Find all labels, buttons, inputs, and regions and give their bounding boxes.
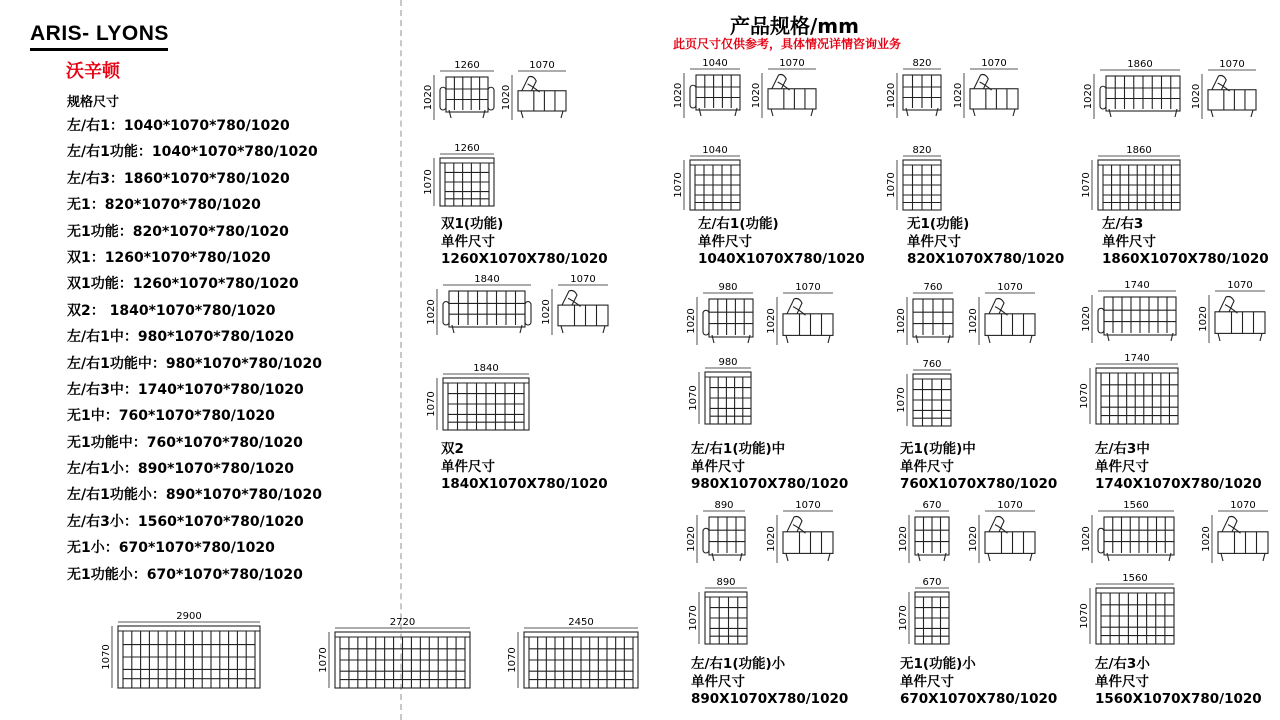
leg [603, 326, 605, 333]
leg [786, 335, 788, 343]
caption-zuoyou3-small [1095, 656, 1262, 709]
caption-label: 单件尺寸 [900, 458, 954, 475]
armrest [488, 87, 494, 110]
leg [735, 108, 737, 116]
width-dimension-label: 1560 [1122, 573, 1148, 584]
height-dimension-label: 1020 [501, 84, 512, 111]
caption-shuang1 [441, 216, 608, 269]
height-dimension-label: 1020 [751, 82, 762, 109]
spec-item: 无1功能：820*1070*780/1020 [67, 223, 289, 240]
spec-title: 规格尺寸 [67, 95, 120, 110]
caption-wu1-mid [900, 441, 1057, 494]
sofa-back-profile [522, 77, 536, 91]
leg [1107, 553, 1109, 561]
caption-name: 左/右3中 [1095, 441, 1150, 457]
height-dimension-label: 1070 [426, 391, 437, 417]
leg [906, 108, 908, 116]
brand-underline [30, 48, 168, 51]
width-dimension-label: 980 [718, 357, 738, 368]
height-dimension-label: 1020 [766, 308, 777, 334]
spec-item: 无1小：670*1070*780/1020 [67, 540, 275, 557]
height-dimension-label: 1020 [1081, 306, 1092, 332]
leg [452, 325, 454, 333]
width-dimension-label: 1070 [1219, 59, 1245, 70]
spec-item: 双2： 1840*1070*780/1020 [67, 302, 276, 319]
page-title: 产品规格/mm [730, 14, 859, 38]
leg [1169, 553, 1171, 561]
height-dimension-label: 1020 [898, 526, 909, 552]
sofa-side-view-drawing [746, 57, 824, 126]
height-dimension-label: 1020 [673, 82, 684, 109]
spec-item: 双1：1260*1070*780/1020 [67, 249, 271, 266]
caption-name: 双1(功能) [441, 216, 504, 232]
leg [1171, 333, 1173, 341]
armrest [1100, 86, 1106, 109]
caption-size: 1040X1070X780/1020 [698, 251, 865, 267]
leg [521, 111, 523, 118]
width-dimension-label: 1860 [1126, 145, 1152, 156]
sofa-side-body [985, 532, 1035, 554]
leg [1030, 335, 1032, 343]
sofa-top-view-drawing [418, 142, 502, 214]
height-dimension-label: 1020 [1083, 83, 1094, 110]
height-dimension-label: 1020 [1201, 526, 1212, 552]
height-dimension-label: 1020 [1191, 83, 1202, 110]
height-dimension-label: 1020 [968, 526, 979, 552]
width-dimension-label: 2900 [176, 611, 202, 622]
width-dimension-label: 820 [912, 145, 932, 156]
caption-zuoyou1 [698, 216, 865, 269]
sofa-back-profile [772, 75, 786, 89]
width-dimension-label: 1070 [795, 282, 821, 293]
caption-name: 左/右1(功能) [698, 216, 779, 232]
caption-name: 无1(功能)中 [900, 441, 976, 457]
caption-size: 980X1070X780/1020 [691, 476, 849, 492]
height-dimension-label: 1070 [898, 605, 909, 631]
spec-item: 无1功能小：670*1070*780/1020 [67, 566, 303, 583]
height-dimension-label: 1070 [688, 385, 699, 411]
caption-size: 1560X1070X780/1020 [1095, 691, 1262, 707]
sofa-front-view-drawing [668, 57, 748, 126]
spec-item: 无1中：760*1070*780/1020 [67, 408, 275, 425]
sofa-side-view-drawing [761, 499, 841, 571]
caption-size: 820X1070X780/1020 [907, 251, 1065, 267]
sofa-body [446, 77, 488, 112]
width-dimension-label: 760 [922, 359, 942, 370]
armrest [690, 85, 696, 108]
width-dimension-label: 760 [923, 282, 943, 293]
width-dimension-label: 1070 [529, 60, 555, 71]
height-dimension-label: 1020 [896, 308, 907, 334]
width-dimension-label: 1070 [795, 500, 821, 511]
width-dimension-label: 2450 [568, 617, 594, 628]
armrest [440, 87, 446, 110]
sofa-side-body [783, 532, 833, 554]
caption-label: 单件尺寸 [1102, 233, 1156, 250]
spec-item: 左/右3：1860*1070*780/1020 [67, 170, 290, 187]
sofa-top-view-drawing [1074, 352, 1186, 432]
caption-zuoyou1-mid [691, 441, 848, 494]
sofa-front-view-drawing [1076, 279, 1184, 351]
caption-label: 单件尺寸 [900, 673, 954, 690]
width-dimension-label: 1070 [981, 58, 1007, 69]
height-dimension-label: 1070 [1079, 603, 1090, 629]
spec-item: 左/右3小：1560*1070*780/1020 [67, 513, 304, 530]
width-dimension-label: 890 [716, 577, 736, 588]
caption-name: 左/右3 [1102, 216, 1144, 232]
leg [771, 109, 773, 116]
sofa-back-profile [989, 299, 1004, 314]
height-dimension-label: 1020 [686, 526, 697, 552]
height-dimension-label: 1070 [673, 172, 684, 198]
caption-size: 1860X1070X780/1020 [1102, 251, 1269, 267]
leg [936, 108, 938, 116]
sofa-side-view-drawing [496, 59, 574, 128]
leg [449, 110, 451, 118]
sofa-front-view-drawing [891, 281, 961, 353]
sofa-side-view-drawing [948, 57, 1026, 126]
leg [712, 553, 714, 561]
spec-item: 左/右3中：1740*1070*780/1020 [67, 381, 304, 398]
leg [1263, 553, 1265, 561]
height-dimension-label: 1070 [688, 605, 699, 631]
sofa-back-profile [1212, 76, 1226, 90]
height-dimension-label: 1020 [426, 299, 437, 325]
sofa-side-body [768, 89, 816, 109]
caption-zuoyou1-small [691, 656, 848, 709]
caption-size: 1840X1070X780/1020 [441, 476, 608, 492]
leg [1218, 333, 1220, 341]
spec-item: 左/右1小：890*1070*780/1020 [67, 461, 294, 478]
sofa-top-view-drawing [683, 356, 759, 432]
spec-list [67, 117, 322, 592]
leg [916, 335, 918, 343]
sofa-top-view-drawing [893, 576, 957, 652]
sofa-back-profile [787, 517, 802, 532]
height-dimension-label: 1070 [886, 172, 897, 198]
sofa-back-profile [1222, 517, 1237, 532]
spec-item: 左/右1功能中：980*1070*780/1020 [67, 355, 322, 372]
armrest [525, 302, 531, 325]
width-dimension-label: 820 [912, 58, 932, 69]
leg [561, 326, 563, 333]
sofa-front-view-drawing [421, 273, 539, 343]
leg [944, 553, 946, 561]
caption-size: 890X1070X780/1020 [691, 691, 849, 707]
width-dimension-label: 670 [922, 577, 942, 588]
caption-label: 单件尺寸 [441, 233, 495, 250]
caption-label: 单件尺寸 [1095, 458, 1149, 475]
caption-label: 单件尺寸 [907, 233, 961, 250]
sofa-top-view-drawing [683, 576, 755, 652]
caption-label: 单件尺寸 [691, 673, 745, 690]
sofa-side-view-drawing [963, 499, 1043, 571]
sofa-front-view-drawing [881, 57, 949, 126]
sofa-back-profile [989, 517, 1004, 532]
width-dimension-label: 1040 [702, 145, 728, 156]
leg [520, 325, 522, 333]
sofa-side-body [518, 91, 566, 111]
leg [828, 553, 830, 561]
sofa-top-view-drawing [96, 610, 268, 696]
sofa-side-view-drawing [536, 273, 616, 343]
width-dimension-label: 1560 [1123, 500, 1149, 511]
leg [973, 109, 975, 116]
height-dimension-label: 1020 [541, 299, 552, 325]
spec-item: 双1功能：1260*1070*780/1020 [67, 276, 299, 293]
sofa-side-view-drawing [1193, 279, 1273, 351]
sofa-top-view-drawing [1074, 572, 1182, 652]
sofa-body [696, 75, 740, 110]
caption-size: 760X1070X780/1020 [900, 476, 1058, 492]
sofa-side-view-drawing [761, 281, 841, 353]
sofa-top-view-drawing [1076, 144, 1188, 218]
leg [1175, 109, 1177, 117]
height-dimension-label: 1020 [886, 82, 897, 109]
leg [1260, 333, 1262, 341]
width-dimension-label: 1260 [454, 60, 480, 71]
width-dimension-label: 1040 [702, 58, 728, 69]
width-dimension-label: 1070 [1227, 280, 1253, 291]
width-dimension-label: 1070 [1230, 500, 1256, 511]
height-dimension-label: 1020 [968, 308, 979, 334]
height-dimension-label: 1070 [896, 387, 907, 413]
caption-zuoyou3 [1102, 216, 1269, 269]
sofa-top-view-drawing [313, 616, 478, 696]
leg [1030, 553, 1032, 561]
sofa-top-view-drawing [881, 144, 949, 218]
sofa-top-view-drawing [668, 144, 748, 218]
armrest [443, 302, 449, 325]
leg [740, 553, 742, 561]
sofa-side-body [985, 314, 1035, 336]
armrest [703, 528, 709, 553]
sofa-front-view-drawing [681, 281, 761, 353]
leg [988, 553, 990, 561]
sofa-side-body [970, 89, 1018, 109]
sofa-front-view-drawing [1076, 499, 1182, 571]
height-dimension-label: 1020 [953, 82, 964, 109]
width-dimension-label: 1070 [997, 500, 1023, 511]
disclaimer-note: 此页尺寸仅供参考，具体情况详情咨询业务 [673, 37, 902, 51]
leg [786, 553, 788, 561]
width-dimension-label: 670 [922, 500, 942, 511]
sofa-side-body [1208, 90, 1256, 110]
caption-size: 1740X1070X780/1020 [1095, 476, 1262, 492]
sofa-front-view-drawing [681, 499, 753, 571]
sofa-side-view-drawing [1186, 58, 1264, 127]
brand-title: ARIS- LYONS [30, 22, 169, 45]
width-dimension-label: 1840 [474, 274, 500, 285]
leg [1221, 553, 1223, 561]
height-dimension-label: 1070 [318, 647, 329, 673]
leg [1107, 333, 1109, 341]
leg [948, 335, 950, 343]
leg [1211, 110, 1213, 117]
leg [918, 553, 920, 561]
caption-label: 单件尺寸 [691, 458, 745, 475]
height-dimension-label: 1070 [423, 169, 434, 195]
sofa-front-view-drawing [1078, 58, 1188, 127]
height-dimension-label: 1070 [1081, 172, 1092, 198]
sofa-back-profile [562, 291, 577, 306]
caption-name: 无1(功能) [907, 216, 970, 232]
width-dimension-label: 1070 [997, 282, 1023, 293]
leg [828, 335, 830, 343]
leg [1251, 110, 1253, 117]
caption-name: 左/右3小 [1095, 656, 1150, 672]
sofa-front-view-drawing [418, 59, 502, 128]
sofa-front-view-drawing [893, 499, 957, 571]
width-dimension-label: 1260 [454, 143, 480, 154]
caption-wu1 [907, 216, 1064, 269]
caption-label: 单件尺寸 [698, 233, 752, 250]
caption-name: 左/右1(功能)中 [691, 441, 786, 457]
leg [561, 111, 563, 118]
leg [483, 110, 485, 118]
height-dimension-label: 1070 [507, 647, 518, 673]
caption-label: 单件尺寸 [1095, 673, 1149, 690]
caption-label: 单件尺寸 [441, 458, 495, 475]
leg [988, 335, 990, 343]
height-dimension-label: 1020 [423, 84, 434, 111]
spec-item: 左/右1功能：1040*1070*780/1020 [67, 144, 318, 161]
leg [712, 335, 714, 343]
sofa-back-profile [787, 299, 802, 314]
sofa-side-body [1218, 532, 1268, 554]
sofa-side-view-drawing [963, 281, 1043, 353]
height-dimension-label: 1020 [686, 308, 697, 334]
spec-item: 无1：820*1070*780/1020 [67, 197, 261, 214]
spec-item: 无1功能中：760*1070*780/1020 [67, 434, 303, 451]
sofa-top-view-drawing [891, 358, 959, 434]
leg [1109, 109, 1111, 117]
caption-name: 无1(功能)小 [900, 656, 976, 672]
caption-shuang2 [441, 441, 608, 494]
sub-brand-title: 沃辛顿 [66, 61, 120, 82]
width-dimension-label: 1070 [779, 58, 805, 69]
width-dimension-label: 2720 [389, 617, 416, 628]
sofa-side-body [1215, 312, 1265, 334]
height-dimension-label: 1020 [1198, 306, 1209, 332]
caption-size: 1260X1070X780/1020 [441, 251, 608, 267]
caption-name: 左/右1(功能)小 [691, 656, 786, 672]
caption-name: 双2 [441, 441, 464, 457]
sofa-side-body [558, 305, 608, 326]
caption-zuoyou3-mid [1095, 441, 1262, 494]
caption-wu1-small [900, 656, 1057, 709]
leg [811, 109, 813, 116]
width-dimension-label: 890 [714, 500, 734, 511]
sofa-back-profile [1219, 297, 1234, 312]
sofa-side-body [783, 314, 833, 336]
height-dimension-label: 1020 [766, 526, 777, 552]
height-dimension-label: 1020 [1081, 526, 1092, 552]
width-dimension-label: 1740 [1124, 353, 1150, 364]
height-dimension-label: 1070 [1079, 383, 1090, 409]
width-dimension-label: 980 [718, 282, 738, 293]
sofa-back-profile [974, 75, 988, 89]
sofa-top-view-drawing [421, 362, 537, 438]
spec-item: 左/右1：1040*1070*780/1020 [67, 118, 290, 134]
caption-size: 670X1070X780/1020 [900, 691, 1058, 707]
leg [1013, 109, 1015, 116]
width-dimension-label: 1740 [1124, 280, 1150, 291]
armrest [1098, 528, 1104, 553]
leg [699, 108, 701, 116]
leg [748, 335, 750, 343]
sofa-body [709, 299, 753, 337]
spec-item: 左/右1功能小：890*1070*780/1020 [67, 487, 322, 504]
width-dimension-label: 1840 [473, 363, 499, 374]
width-dimension-label: 1070 [570, 274, 596, 285]
sofa-top-view-drawing [502, 616, 646, 696]
dashed-divider [400, 0, 402, 720]
width-dimension-label: 1860 [1127, 59, 1153, 70]
height-dimension-label: 1070 [101, 644, 112, 670]
spec-item: 左/右1中：980*1070*780/1020 [67, 329, 294, 346]
sofa-side-view-drawing [1196, 499, 1276, 571]
armrest [1098, 308, 1104, 333]
armrest [703, 310, 709, 335]
